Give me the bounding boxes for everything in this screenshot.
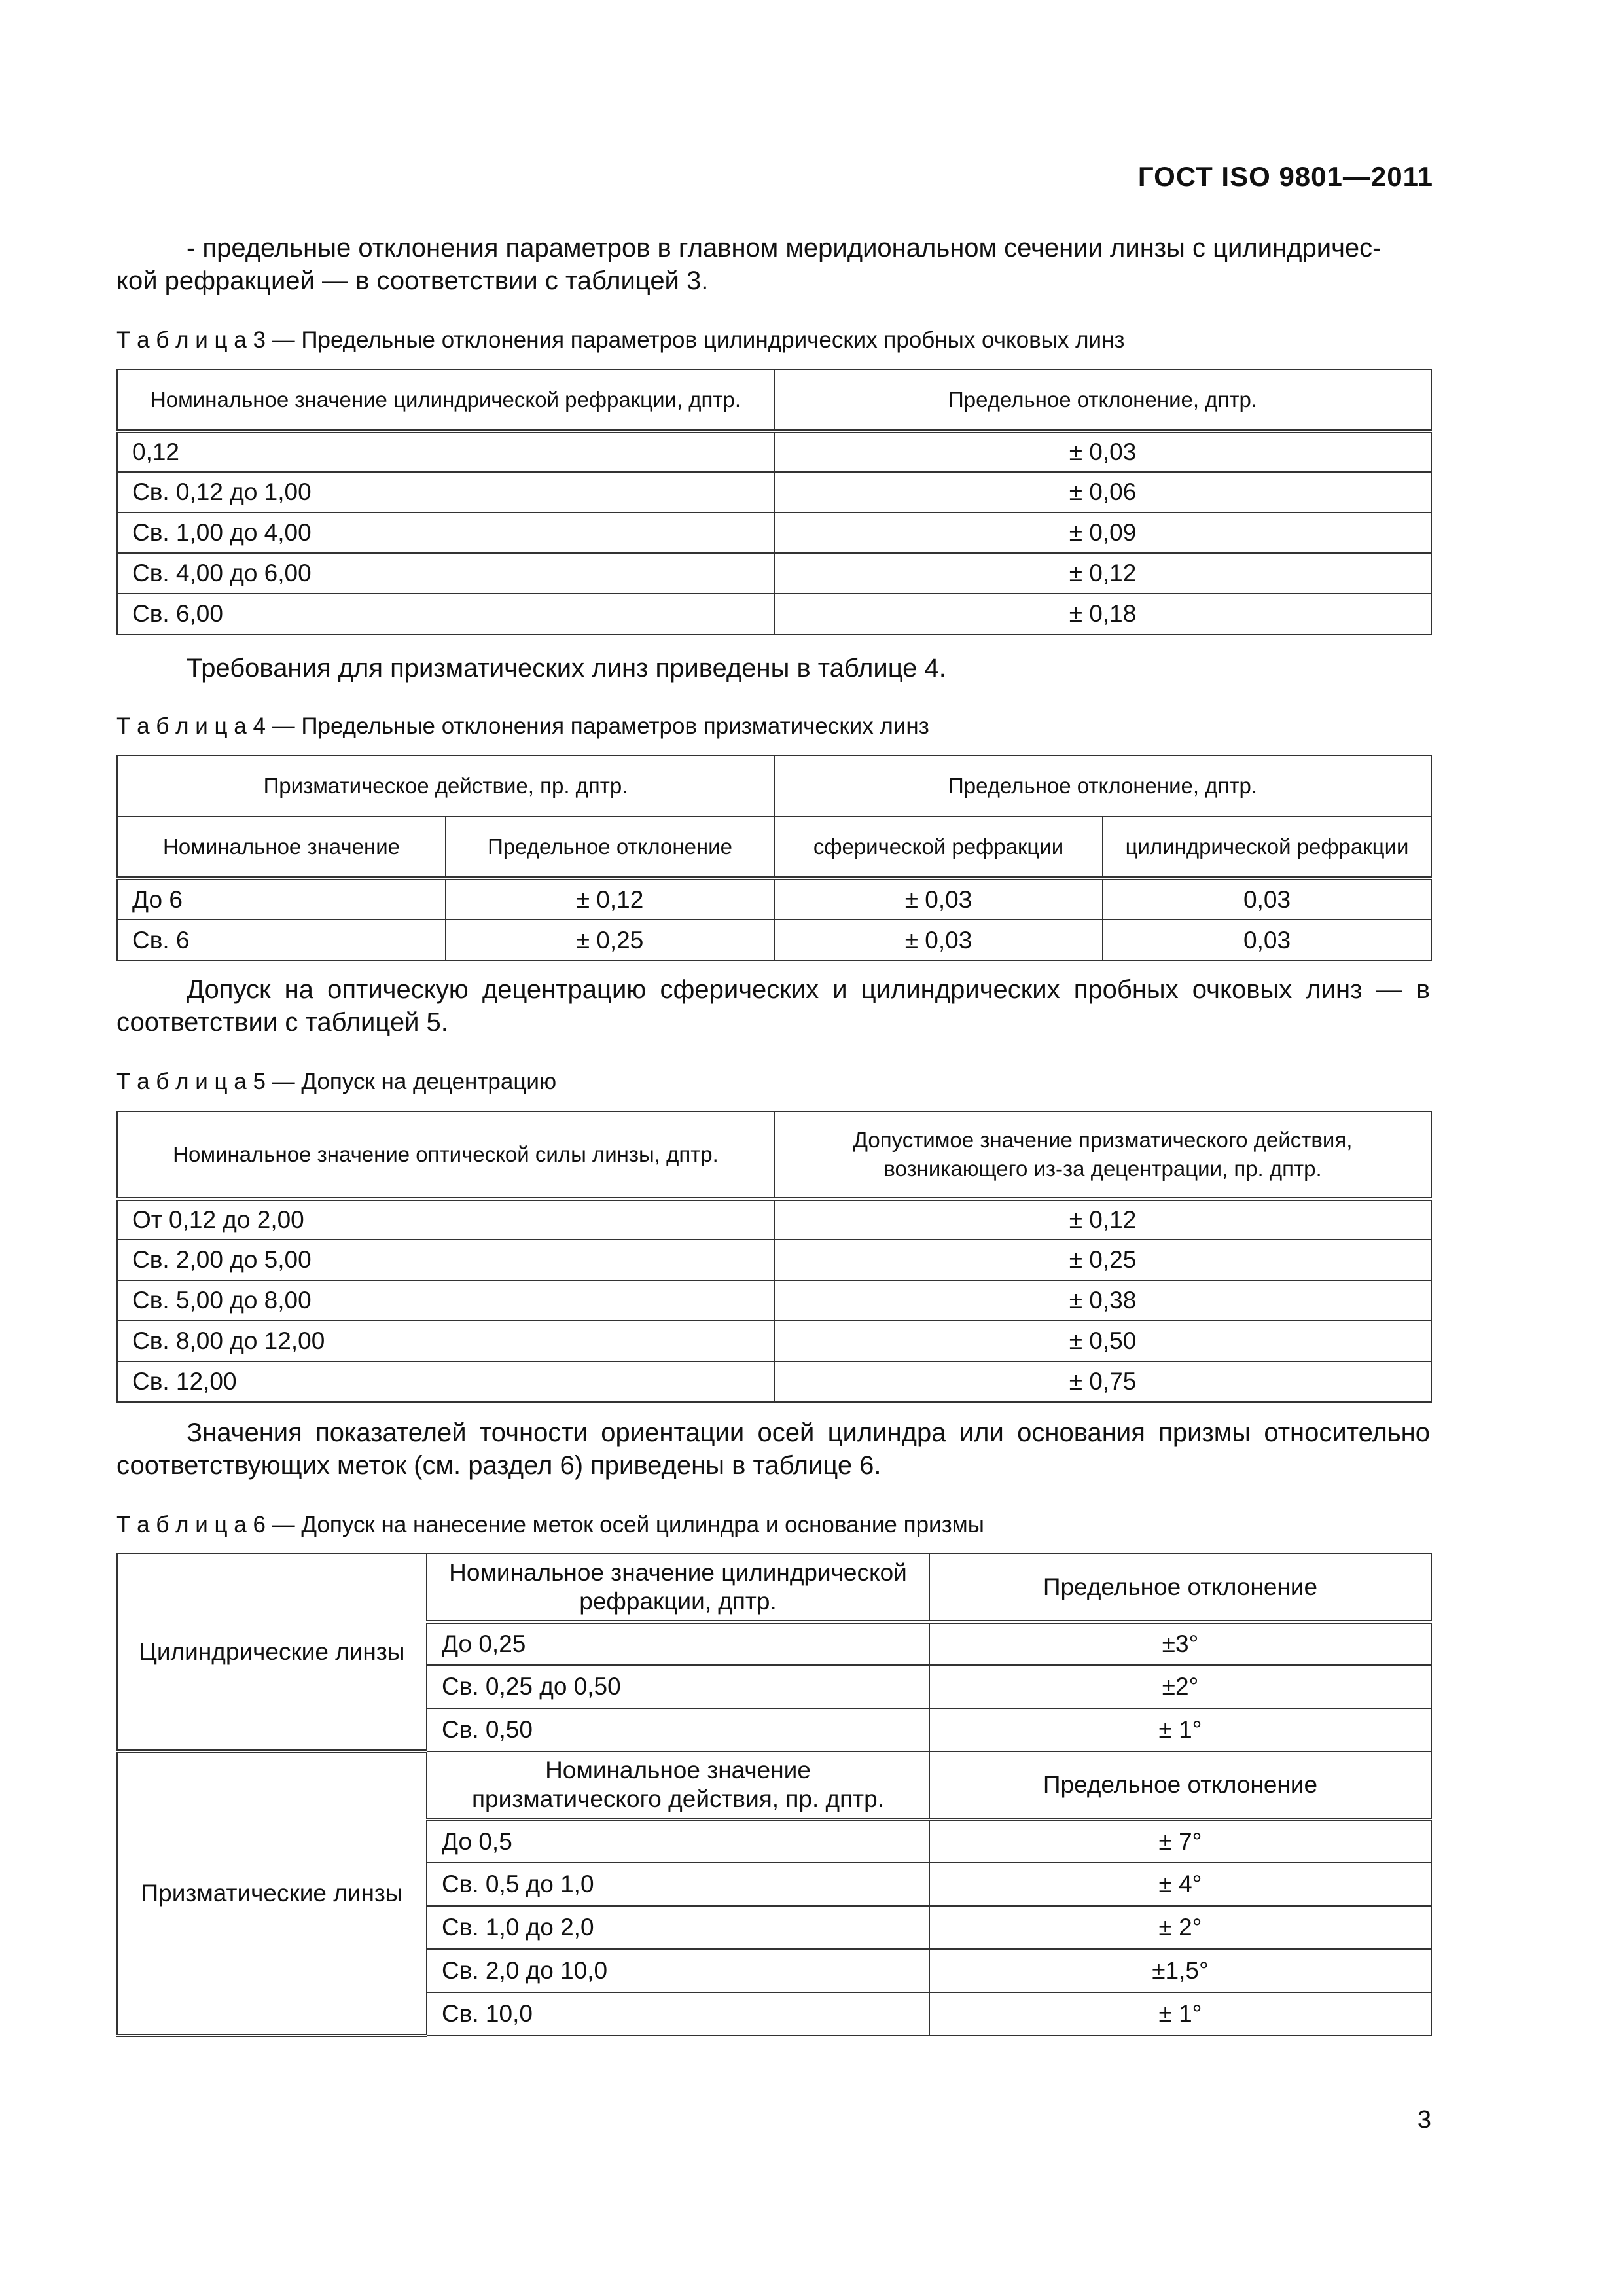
table3-deviation: ± 0,12 [774, 553, 1431, 594]
table5-nominal: Св. 12,00 [117, 1361, 774, 1402]
table-row [117, 431, 1431, 472]
table4-sub-deviation: Предельное отклонение [446, 817, 774, 878]
table6-cyl-header-deviation: Предельное отклонение [929, 1554, 1431, 1622]
table4-sub-nominal: Номинальное значение [117, 817, 446, 878]
table6-prism-header-deviation: Предельное отклонение [929, 1751, 1431, 1820]
table6-prism-deviation: ± 1° [929, 1992, 1431, 2036]
table6-cylindrical-label: Цилиндрические линзы [117, 1554, 427, 1751]
table-row [117, 1321, 1431, 1361]
table6-prism-nominal: Св. 10,0 [427, 1992, 929, 2036]
table3-caption: Т а б л и ц а 3 — Предельные отклонения параметров цилиндрических пробных очковых линз [116, 327, 1125, 353]
table5-deviation: ± 0,38 [774, 1280, 1431, 1321]
table3-nominal: Св. 0,12 до 1,00 [117, 472, 774, 512]
table6-prism-deviation: ± 7° [929, 1820, 1431, 1863]
table4-intro: Требования для призматических линз приведены в таблице 4. [187, 654, 946, 683]
table-row [117, 472, 1431, 512]
table4-nominal: Св. 6 [117, 920, 446, 961]
table6-prism-deviation: ± 4° [929, 1863, 1431, 1906]
table5-deviation: ± 0,25 [774, 1240, 1431, 1280]
table3-nominal: Св. 1,00 до 4,00 [117, 512, 774, 553]
table5 [116, 1111, 1432, 1403]
table3-deviation: ± 0,09 [774, 512, 1431, 553]
table5-nominal: Св. 2,00 до 5,00 [117, 1240, 774, 1280]
table4-nominal: До 6 [117, 878, 446, 920]
table4-group-deviation: Предельное отклонение, дптр. [774, 755, 1431, 817]
table6-prism-deviation: ±1,5° [929, 1949, 1431, 1992]
table6-cyl-deviation: ±2° [929, 1665, 1431, 1708]
table6-prism-deviation: ± 2° [929, 1906, 1431, 1949]
table3-deviation: ± 0,03 [774, 431, 1431, 472]
table5-intro-line-1: Допуск на оптическую децентрацию сферических и цилиндрических пробных очковых линз — в [187, 975, 1430, 1004]
table6-intro-line-1: Значения показателей точности ориентации осей цилиндра или основания призмы относительно [187, 1418, 1430, 1447]
table4-spherical: ± 0,03 [774, 878, 1103, 920]
table5-nominal: От 0,12 до 2,00 [117, 1199, 774, 1240]
table-row [117, 1280, 1431, 1321]
table-row [117, 512, 1431, 553]
table6-prismatic-label: Призматические линзы [117, 1751, 427, 2036]
table6-prism-nominal: До 0,5 [427, 1820, 929, 1863]
table6-prism-nominal: Св. 1,0 до 2,0 [427, 1906, 929, 1949]
table4-deviation: ± 0,25 [446, 920, 774, 961]
table5-nominal: Св. 8,00 до 12,00 [117, 1321, 774, 1361]
table6-prism-nominal: Св. 0,5 до 1,0 [427, 1863, 929, 1906]
table5-deviation: ± 0,50 [774, 1321, 1431, 1361]
table3-nominal: Св. 4,00 до 6,00 [117, 553, 774, 594]
table5-deviation: ± 0,75 [774, 1361, 1431, 1402]
table6-cyl-header-nominal [427, 1554, 929, 1622]
table-row [117, 920, 1431, 961]
table5-header-line-1: Допустимое значение призматического действия, [853, 1128, 1353, 1152]
table4-sub-cylindrical: цилиндрической рефракции [1103, 817, 1431, 878]
table5-deviation: ± 0,12 [774, 1199, 1431, 1240]
table-row [117, 878, 1431, 920]
table3-nominal: 0,12 [117, 431, 774, 472]
table4-caption: Т а б л и ц а 4 — Предельные отклонения параметров призматических линз [116, 713, 929, 739]
table-row [117, 594, 1431, 634]
table6-prism-header-line-2: призматического действия, пр. дптр. [472, 1785, 884, 1812]
table4-sub-spherical: сферической рефракции [774, 817, 1103, 878]
table6-prism-nominal: Св. 2,0 до 10,0 [427, 1949, 929, 1992]
table6-cyl-nominal: Св. 0,25 до 0,50 [427, 1665, 929, 1708]
table4-spherical: ± 0,03 [774, 920, 1103, 961]
table-row [117, 1240, 1431, 1280]
table5-header-line-2: возникающего из-за децентрации, пр. дптр. [883, 1157, 1322, 1181]
table3-deviation: ± 0,06 [774, 472, 1431, 512]
table3-deviation: ± 0,18 [774, 594, 1431, 634]
table6-prism-header-nominal [427, 1751, 929, 1820]
table5-nominal: Св. 5,00 до 8,00 [117, 1280, 774, 1321]
table6-cyl-deviation: ±3° [929, 1622, 1431, 1665]
table6 [116, 1553, 1432, 2037]
page-number: 3 [1417, 2106, 1431, 2134]
table3-nominal: Св. 6,00 [117, 594, 774, 634]
table3-header-deviation: Предельное отклонение, дптр. [774, 370, 1431, 431]
table6-intro-line-2: соответствующих меток (см. раздел 6) приведены в таблице 6. [116, 1451, 882, 1480]
table6-cyl-nominal: Св. 0,50 [427, 1708, 929, 1751]
table6-cyl-nominal: До 0,25 [427, 1622, 929, 1665]
table5-header-permissible [774, 1111, 1431, 1199]
table5-header-nominal: Номинальное значение оптической силы линзы, дптр. [117, 1111, 774, 1199]
table6-caption: Т а б л и ц а 6 — Допуск на нанесение меток осей цилиндра и основание призмы [116, 1512, 984, 1537]
table6-cyl-header-line-2: рефракции, дптр. [579, 1588, 777, 1615]
table6-cyl-header-line-1: Номинальное значение цилиндрической [449, 1559, 907, 1586]
table4-cylindrical: 0,03 [1103, 878, 1431, 920]
table5-intro-line-2: соответствии с таблицей 5. [116, 1008, 448, 1037]
table4-deviation: ± 0,12 [446, 878, 774, 920]
intro-line-2: кой рефракцией — в соответствии с таблицей 3. [116, 266, 709, 295]
table4-group-prism: Призматическое действие, пр. дптр. [117, 755, 774, 817]
document-code: ГОСТ ISO 9801—2011 [1137, 161, 1433, 192]
table6-cyl-deviation: ± 1° [929, 1708, 1431, 1751]
table4 [116, 755, 1432, 961]
table3-header-nominal: Номинальное значение цилиндрической рефракции, дптр. [117, 370, 774, 431]
table-row [117, 1361, 1431, 1402]
table3 [116, 369, 1432, 635]
table4-cylindrical: 0,03 [1103, 920, 1431, 961]
table6-prism-header-line-1: Номинальное значение [545, 1757, 811, 1784]
table5-caption: Т а б л и ц а 5 — Допуск на децентрацию [116, 1069, 557, 1094]
table-row [117, 553, 1431, 594]
intro-line-1: - предельные отклонения параметров в главном меридиональном сечении линзы с цилиндричес- [187, 234, 1382, 262]
table-row [117, 1199, 1431, 1240]
